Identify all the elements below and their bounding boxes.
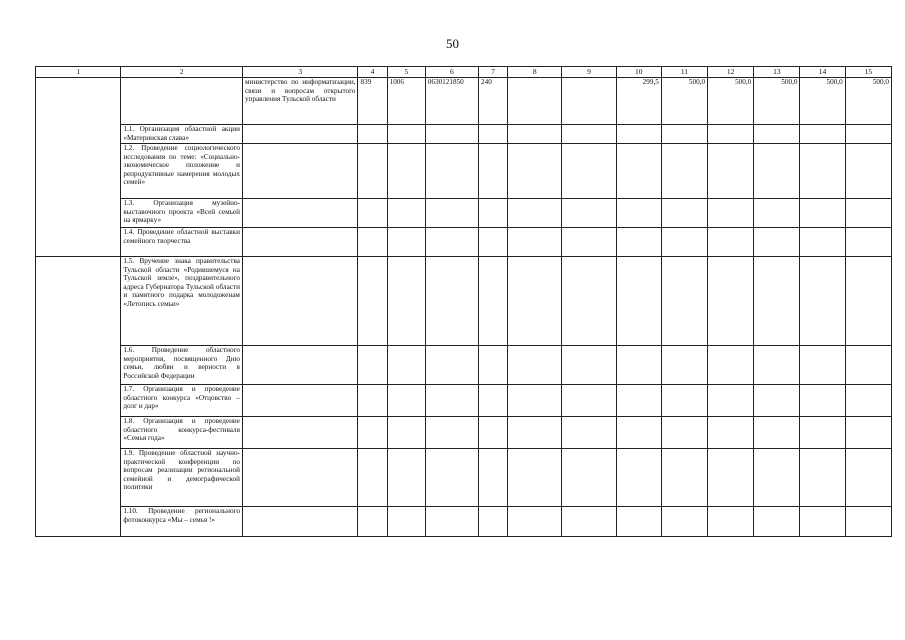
empty-cell — [754, 346, 800, 385]
cell-c12: 500,0 — [708, 78, 754, 125]
empty-cell — [800, 199, 845, 228]
empty-cell — [661, 385, 707, 417]
empty-cell — [800, 507, 845, 537]
page-number: 50 — [446, 36, 459, 51]
empty-cell — [508, 199, 562, 228]
empty-cell — [800, 417, 845, 449]
empty-cell — [387, 385, 425, 417]
empty-cell — [616, 449, 661, 507]
activity-cell: 1.1. Организация областной акции «Материнская слава» — [121, 125, 243, 144]
empty-cell — [616, 228, 661, 257]
empty-cell — [508, 144, 562, 199]
empty-cell — [387, 417, 425, 449]
activity-cell: 1.8. Организация и проведение областного конкурса-фестиваля «Семья года» — [121, 417, 243, 449]
empty-cell — [845, 507, 891, 537]
executor-cell: министерство по информатизации, связи и вопросам открытого управления Тульской области — [242, 78, 358, 125]
empty-cell — [508, 228, 562, 257]
cell-col1-top — [36, 78, 121, 257]
table-row — [36, 257, 892, 346]
empty-cell — [661, 125, 707, 144]
empty-cell — [562, 125, 616, 144]
empty-cell — [425, 449, 478, 507]
empty-cell — [616, 144, 661, 199]
empty-cell — [616, 417, 661, 449]
header-row — [36, 67, 892, 78]
table-row — [36, 417, 892, 449]
empty-cell — [242, 228, 358, 257]
empty-cell — [479, 507, 508, 537]
empty-cell — [242, 417, 358, 449]
empty-cell — [661, 199, 707, 228]
cell-c9 — [562, 78, 616, 125]
empty-cell — [754, 385, 800, 417]
empty-cell — [845, 346, 891, 385]
empty-cell — [425, 417, 478, 449]
empty-cell — [387, 125, 425, 144]
empty-cell — [616, 507, 661, 537]
activity-cell: 1.7. Организация и проведение областного конкурса «Отцовство – долг и дар» — [121, 385, 243, 417]
empty-cell — [358, 228, 387, 257]
empty-cell — [358, 125, 387, 144]
activity-cell: 1.4. Проведение областной выставки семейного творчества — [121, 228, 243, 257]
empty-cell — [562, 257, 616, 346]
empty-cell — [616, 257, 661, 346]
empty-cell — [508, 125, 562, 144]
empty-cell — [425, 257, 478, 346]
empty-cell — [661, 257, 707, 346]
empty-cell — [754, 125, 800, 144]
cell-c14: 500,0 — [800, 78, 845, 125]
empty-cell — [708, 199, 754, 228]
cell-c8 — [508, 78, 562, 125]
empty-cell — [708, 125, 754, 144]
empty-cell — [754, 199, 800, 228]
empty-cell — [479, 228, 508, 257]
empty-cell — [508, 507, 562, 537]
empty-cell — [708, 257, 754, 346]
empty-cell — [845, 228, 891, 257]
header-cell: 1 — [36, 67, 121, 78]
empty-cell — [562, 507, 616, 537]
empty-cell — [800, 346, 845, 385]
header-cell: 9 — [562, 67, 616, 78]
empty-cell — [562, 199, 616, 228]
table-row-main — [36, 78, 892, 125]
empty-cell — [708, 449, 754, 507]
empty-cell — [800, 385, 845, 417]
cell-col2-main — [121, 78, 243, 125]
empty-cell — [387, 144, 425, 199]
activity-cell: 1.10. Проведение регионального фотоконкурса «Мы – семья !» — [121, 507, 243, 537]
empty-cell — [425, 385, 478, 417]
empty-cell — [616, 385, 661, 417]
empty-cell — [242, 144, 358, 199]
empty-cell — [479, 257, 508, 346]
table-row — [36, 125, 892, 144]
empty-cell — [845, 417, 891, 449]
empty-cell — [800, 449, 845, 507]
activity-cell: 1.6. Проведение областного мероприятия, посвященного Дню семьи, любви и верности в Российской Федерации — [121, 346, 243, 385]
empty-cell — [425, 144, 478, 199]
empty-cell — [754, 144, 800, 199]
empty-cell — [800, 125, 845, 144]
empty-cell — [479, 199, 508, 228]
empty-cell — [754, 228, 800, 257]
empty-cell — [800, 228, 845, 257]
cell-c15: 500,0 — [845, 78, 891, 125]
empty-cell — [508, 346, 562, 385]
empty-cell — [242, 507, 358, 537]
empty-cell — [708, 385, 754, 417]
header-cell: 3 — [242, 67, 358, 78]
cell-c6: 0630121850 — [425, 78, 478, 125]
budget-table — [35, 66, 892, 537]
cell-c4: 839 — [358, 78, 387, 125]
header-cell: 2 — [121, 67, 243, 78]
activity-cell: 1.2. Проведение социологического исследования по теме: «Социально-экономическое положение и репродуктивные намерения молодых семей» — [121, 144, 243, 199]
empty-cell — [479, 346, 508, 385]
empty-cell — [661, 417, 707, 449]
header-cell: 10 — [616, 67, 661, 78]
empty-cell — [845, 144, 891, 199]
empty-cell — [562, 228, 616, 257]
empty-cell — [242, 257, 358, 346]
activity-cell: 1.3. Организация музейно-выставочного проекта «Всей семьей на ярмарку» — [121, 199, 243, 228]
empty-cell — [845, 257, 891, 346]
empty-cell — [479, 125, 508, 144]
empty-cell — [242, 385, 358, 417]
header-cell: 7 — [479, 67, 508, 78]
empty-cell — [708, 507, 754, 537]
header-cell: 4 — [358, 67, 387, 78]
empty-cell — [562, 144, 616, 199]
empty-cell — [661, 449, 707, 507]
empty-cell — [754, 449, 800, 507]
empty-cell — [358, 346, 387, 385]
header-cell: 11 — [661, 67, 707, 78]
empty-cell — [508, 417, 562, 449]
empty-cell — [708, 144, 754, 199]
cell-col1-bottom — [36, 257, 121, 537]
empty-cell — [387, 449, 425, 507]
empty-cell — [562, 449, 616, 507]
table-row — [36, 199, 892, 228]
empty-cell — [800, 257, 845, 346]
empty-cell — [800, 144, 845, 199]
empty-cell — [562, 385, 616, 417]
empty-cell — [425, 125, 478, 144]
empty-cell — [708, 346, 754, 385]
cell-c10: 299,5 — [616, 78, 661, 125]
empty-cell — [358, 385, 387, 417]
empty-cell — [479, 449, 508, 507]
cell-c13: 500,0 — [754, 78, 800, 125]
cell-c5: 1006 — [387, 78, 425, 125]
header-cell: 14 — [800, 67, 845, 78]
activity-cell: 1.9. Проведение областной научно-практической конференции по вопросам реализации региональной семейной и демографической политики — [121, 449, 243, 507]
empty-cell — [358, 144, 387, 199]
empty-cell — [358, 507, 387, 537]
empty-cell — [708, 228, 754, 257]
empty-cell — [242, 125, 358, 144]
empty-cell — [661, 507, 707, 537]
empty-cell — [425, 199, 478, 228]
empty-cell — [425, 228, 478, 257]
activity-cell: 1.5. Вручение знака правительства Тульской области «Родившемуся на Тульской земле», поздравительного адреса Губернатора Тульской области и памятного подарка молодоженам «Летопись семьи» — [121, 257, 243, 346]
header-cell: 15 — [845, 67, 891, 78]
empty-cell — [845, 449, 891, 507]
empty-cell — [387, 507, 425, 537]
empty-cell — [425, 507, 478, 537]
header-cell: 5 — [387, 67, 425, 78]
empty-cell — [479, 417, 508, 449]
cell-c11: 500,0 — [661, 78, 707, 125]
empty-cell — [387, 257, 425, 346]
empty-cell — [754, 257, 800, 346]
header-cell: 8 — [508, 67, 562, 78]
cell-c7: 240 — [479, 78, 508, 125]
empty-cell — [242, 199, 358, 228]
header-cell: 12 — [708, 67, 754, 78]
empty-cell — [754, 417, 800, 449]
empty-cell — [845, 385, 891, 417]
empty-cell — [387, 199, 425, 228]
empty-cell — [845, 199, 891, 228]
table-row — [36, 507, 892, 537]
empty-cell — [562, 417, 616, 449]
empty-cell — [387, 228, 425, 257]
empty-cell — [358, 449, 387, 507]
empty-cell — [479, 385, 508, 417]
empty-cell — [562, 346, 616, 385]
empty-cell — [616, 199, 661, 228]
empty-cell — [661, 228, 707, 257]
header-cell: 13 — [754, 67, 800, 78]
table-row — [36, 144, 892, 199]
empty-cell — [845, 125, 891, 144]
empty-cell — [425, 346, 478, 385]
empty-cell — [242, 346, 358, 385]
empty-cell — [661, 346, 707, 385]
header-cell: 6 — [425, 67, 478, 78]
empty-cell — [479, 144, 508, 199]
empty-cell — [358, 417, 387, 449]
empty-cell — [616, 346, 661, 385]
empty-cell — [616, 125, 661, 144]
table-row — [36, 228, 892, 257]
table-row — [36, 346, 892, 385]
empty-cell — [661, 144, 707, 199]
empty-cell — [242, 449, 358, 507]
empty-cell — [508, 257, 562, 346]
empty-cell — [708, 417, 754, 449]
empty-cell — [754, 507, 800, 537]
table-row — [36, 385, 892, 417]
table-row — [36, 449, 892, 507]
empty-cell — [508, 385, 562, 417]
empty-cell — [387, 346, 425, 385]
empty-cell — [508, 449, 562, 507]
empty-cell — [358, 257, 387, 346]
empty-cell — [358, 199, 387, 228]
